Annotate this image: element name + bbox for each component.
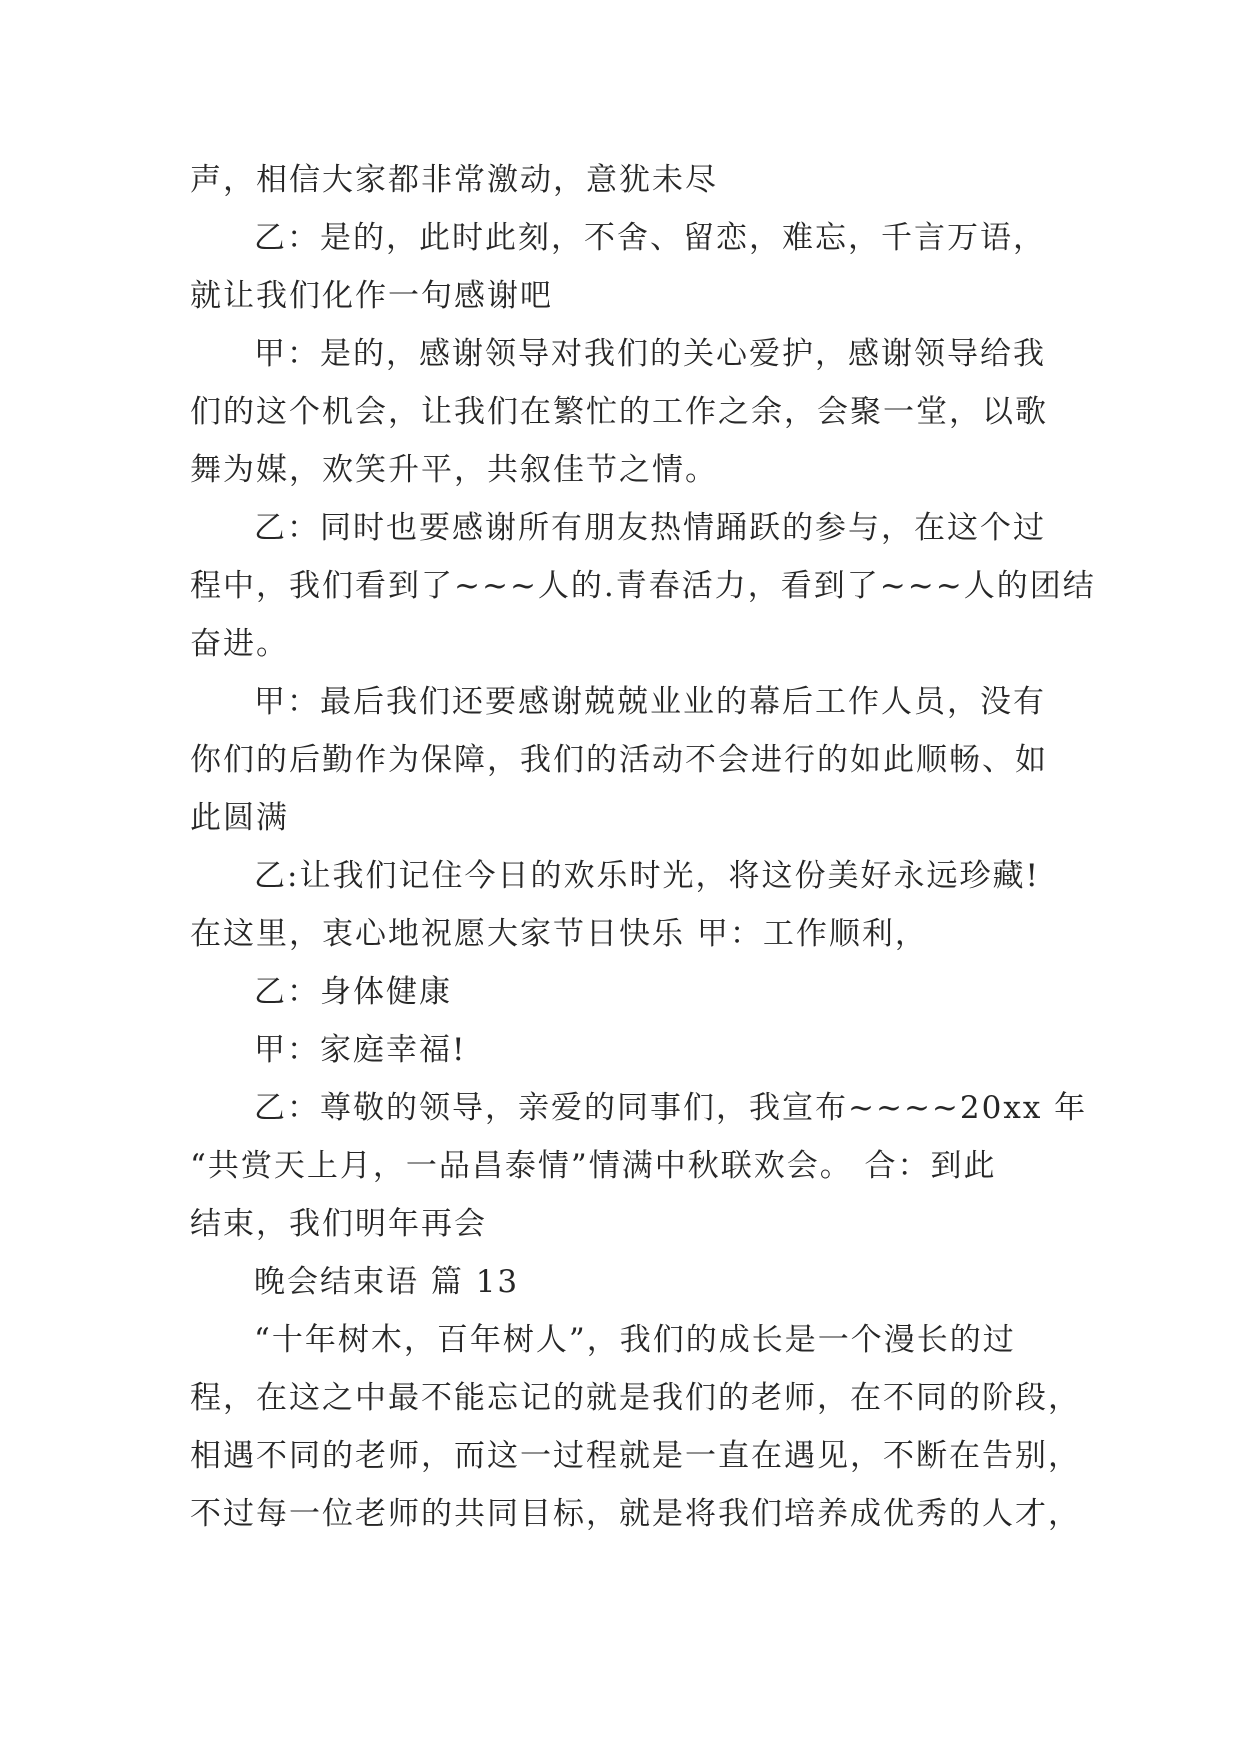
text-line-16: 甲：家庭幸福! <box>254 1032 467 1068</box>
text-line-15: 乙：身体健康 <box>254 974 452 1010</box>
text-line-12: 此圆满 <box>190 800 289 836</box>
text-line-6: 舞为媒，欢笑升平，共叙佳节之情。 <box>190 452 718 488</box>
text-line-18: “共赏天上月，一品昌泰情”情满中秋联欢会。 合：到此 <box>190 1148 997 1184</box>
text-line-19: 结束，我们明年再会 <box>190 1206 487 1242</box>
text-line-4: 甲：是的，感谢领导对我们的关心爱护，感谢领导给我 <box>254 336 1046 372</box>
text-line-2: 乙：是的，此时此刻，不舍、留恋，难忘，千言万语， <box>254 220 1046 256</box>
text-line-1: 声，相信大家都非常激动，意犹未尽 <box>190 162 718 198</box>
text-line-22: 程，在这之中最不能忘记的就是我们的老师，在不同的阶段， <box>190 1380 1081 1416</box>
text-line-13: 乙:让我们记住今日的欢乐时光，将这份美好永远珍藏! <box>254 858 1040 894</box>
text-line-7: 乙：同时也要感谢所有朋友热情踊跃的参与，在这个过 <box>254 510 1046 546</box>
text-line-10: 甲：最后我们还要感谢兢兢业业的幕后工作人员，没有 <box>254 684 1046 720</box>
section-heading: 晚会结束语 篇 13 <box>254 1264 520 1300</box>
text-line-9: 奋进。 <box>190 626 289 662</box>
text-line-17: 乙：尊敬的领导，亲爱的同事们，我宣布~~~~20xx 年 <box>254 1090 1088 1126</box>
text-line-3: 就让我们化作一句感谢吧 <box>190 278 553 314</box>
text-line-24: 不过每一位老师的共同目标，就是将我们培养成优秀的人才， <box>190 1496 1081 1532</box>
text-line-8: 程中，我们看到了~~~人的.青春活力，看到了~~~人的团结 <box>190 568 1096 604</box>
text-line-11: 你们的后勤作为保障，我们的活动不会进行的如此顺畅、如 <box>190 742 1048 778</box>
text-line-5: 们的这个机会，让我们在繁忙的工作之余，会聚一堂，以歌 <box>190 394 1048 430</box>
text-line-14: 在这里，衷心地祝愿大家节日快乐 甲：工作顺利， <box>190 916 928 952</box>
text-line-23: 相遇不同的老师，而这一过程就是一直在遇见，不断在告别， <box>190 1438 1081 1474</box>
text-line-21: “十年树木，百年树人”，我们的成长是一个漫长的过 <box>254 1322 1016 1358</box>
